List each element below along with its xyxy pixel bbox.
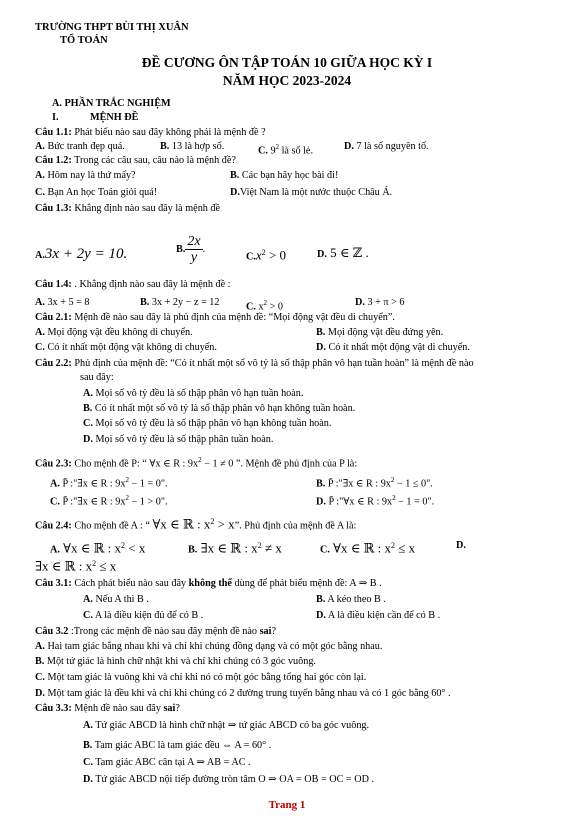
option-label: B.	[35, 656, 45, 667]
option-label: C.	[320, 544, 330, 556]
question-text: Cho mệnh đề P: “ ∀x ∈ R : 9x	[71, 458, 199, 470]
option-text: Một tam giác là vuông khi và chỉ khi nó có một góc bằng tổng hai góc còn lại.	[44, 672, 367, 683]
option-a	[35, 327, 193, 339]
option-text: P̄ :"∀x ∈ R : 9x	[325, 496, 393, 508]
option-c	[258, 141, 313, 157]
option-text: P̄ :"∃x ∈ R : 9x	[59, 478, 126, 490]
option-label: B.	[316, 327, 326, 338]
question-1-4	[35, 279, 231, 291]
option-text: là số lẻ.	[279, 145, 313, 157]
question-text: :Trong các mệnh đề nào sau đây mệnh đề nào	[68, 626, 260, 637]
option-text: Việt Nam là một nước thuộc Châu Á.	[239, 187, 393, 198]
option-text: Tam giác ABC là tam giác đều ⇔ A = 60° .	[92, 740, 272, 751]
option-c	[83, 418, 331, 430]
question-emphasis: không thể	[188, 578, 232, 589]
option-label: C.	[35, 672, 45, 683]
question-1-3	[35, 203, 220, 215]
option-label: A.	[35, 641, 45, 652]
option-label: C.	[35, 187, 45, 198]
superscript: 2	[210, 517, 215, 526]
option-a	[83, 388, 303, 400]
option-c	[35, 672, 366, 684]
option-text: 3x + 5 = 8	[44, 297, 90, 308]
question-text: − 1 ≠ 0 ”. Mệnh đề phủ định của P là:	[201, 458, 358, 470]
superscript: 2	[125, 476, 129, 484]
question-label: Câu 2.3:	[35, 458, 72, 470]
option-a	[83, 720, 369, 732]
option-text: Có ít nhất một động vật không di chuyển.	[44, 342, 217, 353]
option-text: 5 ∈ ℤ .	[326, 245, 369, 260]
option-a	[35, 141, 125, 153]
option-b	[140, 297, 220, 309]
option-a	[35, 297, 90, 309]
option-text: − 1 = 0".	[128, 478, 168, 490]
option-d	[83, 434, 273, 446]
question-label: Câu 1.2:	[35, 155, 72, 166]
option-text: Các bạn hãy học bài đi!	[239, 170, 339, 181]
option-text: 3x + 2y = 10.	[44, 246, 128, 262]
option-a	[35, 246, 127, 264]
superscript: 2	[392, 494, 396, 502]
option-text: > 0	[267, 301, 283, 313]
option-label: D.	[456, 540, 466, 551]
option-b	[160, 141, 224, 153]
department-name: TỔ TOÁN	[60, 35, 108, 46]
option-c	[83, 757, 251, 769]
option-label: C.	[83, 610, 93, 621]
option-label: B.	[83, 740, 93, 751]
numerator: 2x	[187, 234, 201, 249]
option-text: Có ít nhất một số vô tỷ là số thập phân vô hạn không tuần hoàn.	[92, 403, 356, 414]
option-d	[230, 187, 392, 199]
option-label: C.	[258, 145, 268, 157]
option-text: Tam giác ABC cân tại A ⇒ AB = AC .	[92, 757, 251, 768]
question-2-2	[35, 358, 474, 370]
option-d	[355, 297, 404, 309]
question-text: Cách phát biểu nào sau đây	[71, 578, 189, 589]
option-a	[50, 474, 168, 490]
option-b	[188, 540, 282, 556]
option-b	[176, 234, 205, 265]
question-3-2	[35, 626, 276, 638]
superscript: 2	[390, 476, 395, 484]
question-label: Câu 1.3:	[35, 203, 72, 214]
superscript: 2	[275, 143, 280, 151]
question-text: ?	[271, 626, 276, 637]
option-text: .	[202, 243, 206, 255]
option-text: A là điều kiện cần để có B .	[325, 610, 441, 621]
option-text: Có ít nhất một động vật di chuyển.	[325, 342, 470, 353]
option-a	[83, 594, 149, 606]
option-text: A là điều kiện đủ để có B .	[92, 610, 204, 621]
superscript: 2	[257, 541, 262, 550]
option-label: D.	[83, 774, 93, 785]
option-text: Mọi động vật đều không di chuyển.	[44, 327, 193, 338]
option-label: A.	[35, 141, 45, 152]
option-label: B.	[188, 544, 198, 556]
option-d	[316, 610, 440, 622]
option-text: P̄ :"∃x ∈ R : 9x	[59, 496, 126, 508]
superscript: 2	[125, 494, 129, 502]
option-label: B.	[316, 478, 326, 490]
superscript: 2	[261, 248, 266, 257]
option-b	[83, 403, 355, 415]
option-label: D.	[316, 496, 326, 508]
option-label: A.	[35, 297, 45, 308]
option-c	[320, 540, 415, 556]
option-b	[316, 474, 433, 490]
question-2-3	[35, 454, 357, 470]
option-text: > 0	[265, 247, 287, 263]
option-b	[316, 594, 386, 606]
question-2-4	[35, 516, 356, 532]
option-text: ∀x ∈ ℝ : x	[329, 540, 392, 556]
option-label: D.	[230, 187, 240, 198]
superscript: 2	[198, 456, 202, 464]
option-text: Hôm nay là thứ mấy?	[44, 170, 136, 181]
question-3-3	[35, 703, 180, 715]
option-label: D.	[317, 249, 327, 260]
option-c	[50, 492, 168, 508]
option-a	[50, 540, 145, 556]
question-2-1	[35, 312, 395, 324]
option-text: Bức tranh đẹp quá.	[44, 141, 125, 152]
question-emphasis: sai	[259, 626, 272, 637]
option-label: A.	[35, 327, 45, 338]
page-number: Trang 1	[268, 799, 306, 811]
option-label: A.	[50, 478, 60, 490]
question-text: Mệnh đề nào sau đây là phủ định của mệnh đề: “Mọi động vật đều di chuyển”.	[71, 312, 395, 323]
option-label: C.	[83, 418, 93, 429]
option-label: B.	[160, 141, 170, 152]
option-text: 7 là số nguyên tố.	[353, 141, 429, 152]
question-text: dùng để phát biểu mệnh đề: A ⇒ B .	[231, 578, 382, 589]
option-c	[35, 342, 217, 354]
option-text: x	[255, 247, 262, 263]
section-i-number: I.	[52, 112, 59, 123]
option-text: − 1 > 0".	[128, 496, 168, 508]
option-text: Bạn An học Toán giỏi quá!	[44, 187, 158, 198]
question-text: . Khẳng định nào sau đây là mệnh đề :	[71, 279, 231, 290]
fraction	[185, 234, 202, 265]
option-a	[35, 641, 382, 653]
question-text: Trong các câu sau, câu nào là mệnh đề?	[71, 155, 236, 166]
question-label: Câu 3.2	[35, 626, 69, 637]
question-label: Câu 3.1:	[35, 578, 72, 589]
question-3-1	[35, 578, 382, 590]
option-text: Mọi số vô tỷ đều là số thập phân vô hạn tuần hoàn.	[92, 388, 304, 399]
superscript: 2	[391, 541, 396, 550]
option-text: Mọi số vô tỷ đều là số thập phân tuần hoàn.	[92, 434, 274, 445]
option-label: A.	[83, 388, 93, 399]
option-label: D.	[316, 342, 326, 353]
option-label: B.	[230, 170, 240, 181]
doc-year: NĂM HỌC 2023-2024	[222, 73, 352, 88]
option-label: A.	[50, 544, 60, 556]
option-text: Mọi số vô tỷ đều là số thập phân vô hạn không tuần hoàn.	[92, 418, 332, 429]
option-text: 13 là hợp số.	[169, 141, 225, 152]
question-text: Cho mệnh đề A : “	[71, 520, 153, 532]
option-label: C.	[50, 496, 60, 508]
option-label: C.	[83, 757, 93, 768]
question-text-cont: sau đây:	[80, 372, 114, 383]
option-label: A.	[35, 250, 45, 261]
question-label: Câu 3.3:	[35, 703, 72, 714]
question-label: Câu 1.4:	[35, 279, 72, 290]
option-label: D.	[355, 297, 365, 308]
doc-title: ĐỀ CƯƠNG ÔN TẬP TOÁN 10 GIỮA HỌC KỲ I	[141, 55, 433, 70]
option-d	[316, 492, 434, 508]
option-label: A.	[83, 594, 93, 605]
option-text: Một tứ giác là hình chữ nhật khi và chỉ khi chúng có 3 góc vuông.	[44, 656, 316, 667]
option-d	[317, 247, 369, 261]
question-text: Phát biểu nào sau đây không phải là mệnh đề ?	[71, 127, 266, 138]
option-text: P̄ :"∃x ∈ R : 9x	[325, 478, 391, 490]
option-text: ∃x ∈ ℝ : x	[35, 558, 93, 574]
option-text: Một tam giác là đều khi và chỉ khi chúng có 2 đường trung tuyến bằng nhau và có 1 góc bằng 60° .	[44, 688, 451, 699]
question-label: Câu 2.4:	[35, 520, 72, 532]
option-text: < x	[125, 540, 146, 556]
option-label: D.	[35, 688, 45, 699]
superscript: 2	[263, 299, 268, 307]
option-d	[35, 688, 451, 700]
option-label: D.	[316, 610, 326, 621]
option-c	[35, 187, 157, 199]
option-c	[246, 297, 283, 313]
question-label: Câu 2.1:	[35, 312, 72, 323]
option-b	[83, 740, 271, 752]
option-d-label	[456, 540, 466, 552]
question-1-1	[35, 127, 266, 139]
option-b	[35, 656, 316, 668]
option-b	[316, 327, 443, 339]
section-i-title: MỆNH ĐỀ	[90, 112, 139, 123]
option-b	[230, 170, 338, 182]
school-name: TRƯỜNG THPT BÙI THỊ XUÂN	[35, 22, 189, 33]
option-text: Tứ giác ABCD nội tiếp đường tròn tâm O ⇒ OA = OB = OC = OD .	[92, 774, 375, 785]
option-label: B.	[83, 403, 93, 414]
option-d	[83, 774, 374, 786]
option-d	[344, 141, 429, 153]
option-a	[35, 170, 136, 182]
option-text: 3x + 2y − z = 12	[149, 297, 220, 308]
option-text: x	[255, 301, 264, 313]
math-text: ∀x ∈ ℝ : x	[152, 516, 211, 532]
question-label: Câu 2.2:	[35, 358, 72, 369]
option-label: B.	[140, 297, 150, 308]
option-label: D.	[83, 434, 93, 445]
section-a: A. PHẦN TRẮC NGHIỆM	[52, 98, 171, 109]
superscript: 2	[121, 541, 126, 550]
question-emphasis: sai	[163, 703, 176, 714]
question-text: Khẳng định nào sau đây là mệnh đề	[71, 203, 221, 214]
option-text: Nếu A thì B .	[92, 594, 149, 605]
option-text: Hai tam giác bằng nhau khi và chỉ khi chúng đồng dạng và có một góc bằng nhau.	[44, 641, 383, 652]
option-label: A.	[35, 170, 45, 181]
option-label: C.	[246, 301, 256, 313]
question-label: Câu 1.1:	[35, 127, 72, 138]
question-text: Phủ định của mệnh đề: “Có ít nhất một số vô tỷ là số thập phân vô hạn tuần hoàn” là mệnh đề nào	[71, 358, 474, 369]
option-c	[83, 610, 203, 622]
option-label: C.	[246, 251, 256, 263]
math-text: > x	[214, 516, 235, 532]
option-label: B.	[316, 594, 326, 605]
question-text: ”. Phủ định của mệnh đề A là:	[234, 520, 357, 532]
option-label: D.	[344, 141, 354, 152]
option-text: 3 + π > 6	[364, 297, 405, 308]
option-c	[246, 247, 286, 263]
option-text: Mọi động vật đều đứng yên.	[325, 327, 444, 338]
option-text: − 1 ≤ 0".	[394, 478, 433, 490]
option-d	[316, 342, 470, 354]
option-label: A.	[83, 720, 93, 731]
denominator: y	[190, 250, 198, 265]
option-label: C.	[35, 342, 45, 353]
question-text: Mệnh đề nào sau đây	[71, 703, 164, 714]
option-text: A kéo theo B .	[325, 594, 386, 605]
option-text: ≤ x	[96, 558, 117, 574]
option-d	[35, 558, 116, 574]
superscript: 2	[92, 559, 97, 568]
option-text: ∀x ∈ ℝ : x	[59, 540, 122, 556]
option-text: 9	[267, 145, 276, 157]
option-label: B.	[176, 243, 186, 255]
option-text: Tứ giác ABCD là hình chữ nhật ⇒ tứ giác ABCD có ba góc vuông.	[92, 720, 370, 731]
option-text: ≠ x	[261, 540, 282, 556]
question-1-2	[35, 155, 236, 167]
option-text: ≤ x	[395, 540, 416, 556]
question-text: ?	[175, 703, 180, 714]
option-text: − 1 = 0".	[395, 496, 435, 508]
option-text: ∃x ∈ ℝ : x	[197, 540, 258, 556]
